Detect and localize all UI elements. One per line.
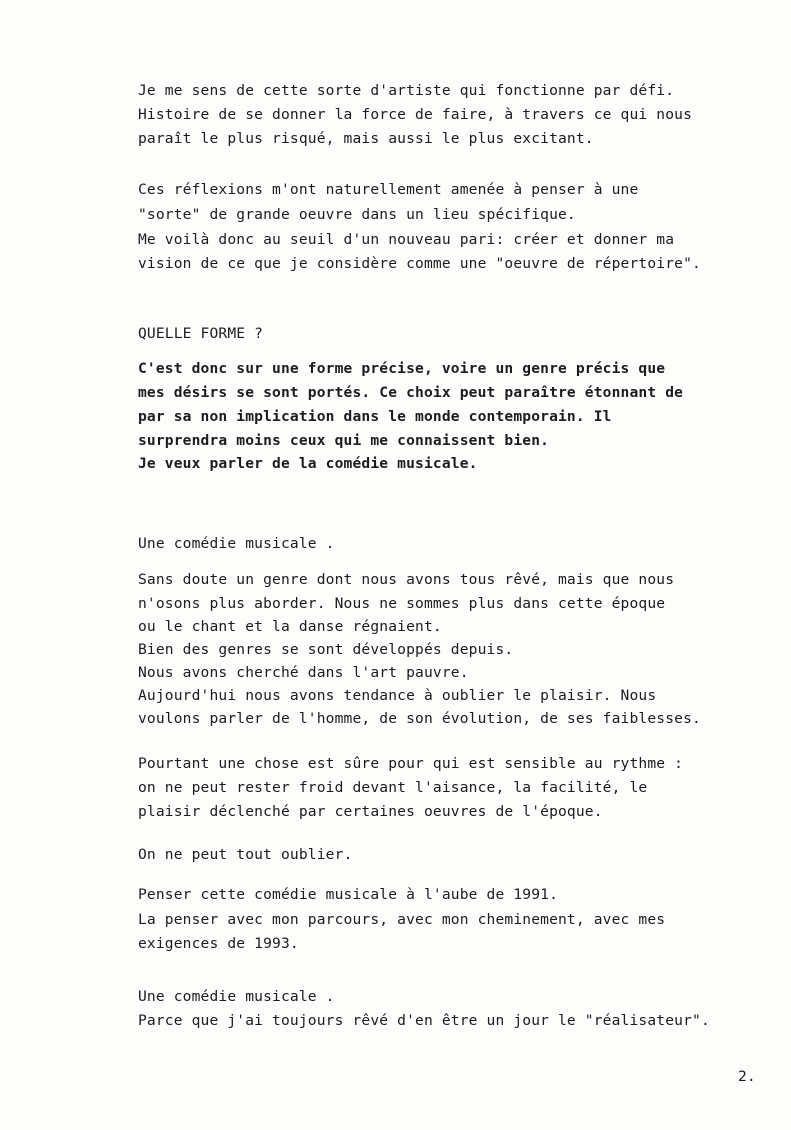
text-line: plaisir déclenché par certaines oeuvres de l'époque. — [138, 803, 603, 820]
text-line: mes désirs se sont portés. Ce choix peut paraître étonnant de — [138, 384, 684, 401]
text-line: "sorte" de grande oeuvre dans un lieu spécifique. — [138, 206, 576, 223]
text-line: ou le chant et la danse régnaient. — [138, 618, 442, 635]
text-line: Histoire de se donner la force de faire, à travers ce qui nous — [138, 106, 693, 123]
text-line: Nous avons cherché dans l'art pauvre. — [138, 664, 469, 681]
text-line: Bien des genres se sont développés depuis. — [138, 641, 514, 658]
text-line: C'est donc sur une forme précise, voire un genre précis que — [138, 360, 666, 377]
text-line: La penser avec mon parcours, avec mon cheminement, avec mes — [138, 911, 666, 928]
text-line: par sa non implication dans le monde contemporain. Il — [138, 408, 612, 425]
text-line: voulons parler de l'homme, de son évolution, de ses faiblesses. — [138, 710, 701, 727]
text-line: Penser cette comédie musicale à l'aube de 1991. — [138, 886, 559, 903]
text-line: n'osons plus aborder. Nous ne sommes plus dans cette époque — [138, 595, 666, 612]
page-number: 2. — [738, 1068, 756, 1085]
text-line: surprendra moins ceux qui me connaissent bien. — [138, 432, 550, 449]
text-line: Parce que j'ai toujours rêvé d'en être un jour le "réalisateur". — [138, 1012, 710, 1029]
section-subheading: Une comédie musicale . — [138, 535, 335, 552]
text-line: Aujourd'hui nous avons tendance à oublier le plaisir. Nous — [138, 687, 657, 704]
text-line: on ne peut rester froid devant l'aisance, la facilité, le — [138, 779, 648, 796]
text-line: On ne peut tout oublier. — [138, 846, 353, 863]
text-line: Ces réflexions m'ont naturellement amenée à penser à une — [138, 181, 639, 198]
section-heading: QUELLE FORME ? — [138, 325, 264, 342]
text-line: Je veux parler de la comédie musicale. — [138, 455, 478, 472]
text-line: Une comédie musicale . — [138, 988, 335, 1005]
text-line: exigences de 1993. — [138, 935, 299, 952]
text-line: Pourtant une chose est sûre pour qui est sensible au rythme : — [138, 755, 684, 772]
text-line: Je me sens de cette sorte d'artiste qui fonctionne par défi. — [138, 82, 675, 99]
text-line: vision de ce que je considère comme une "oeuvre de répertoire". — [138, 255, 701, 272]
text-line: Sans doute un genre dont nous avons tous rêvé, mais que nous — [138, 571, 675, 588]
text-line: Me voilà donc au seuil d'un nouveau pari: créer et donner ma — [138, 231, 675, 248]
text-line: paraît le plus risqué, mais aussi le plus excitant. — [138, 130, 594, 147]
